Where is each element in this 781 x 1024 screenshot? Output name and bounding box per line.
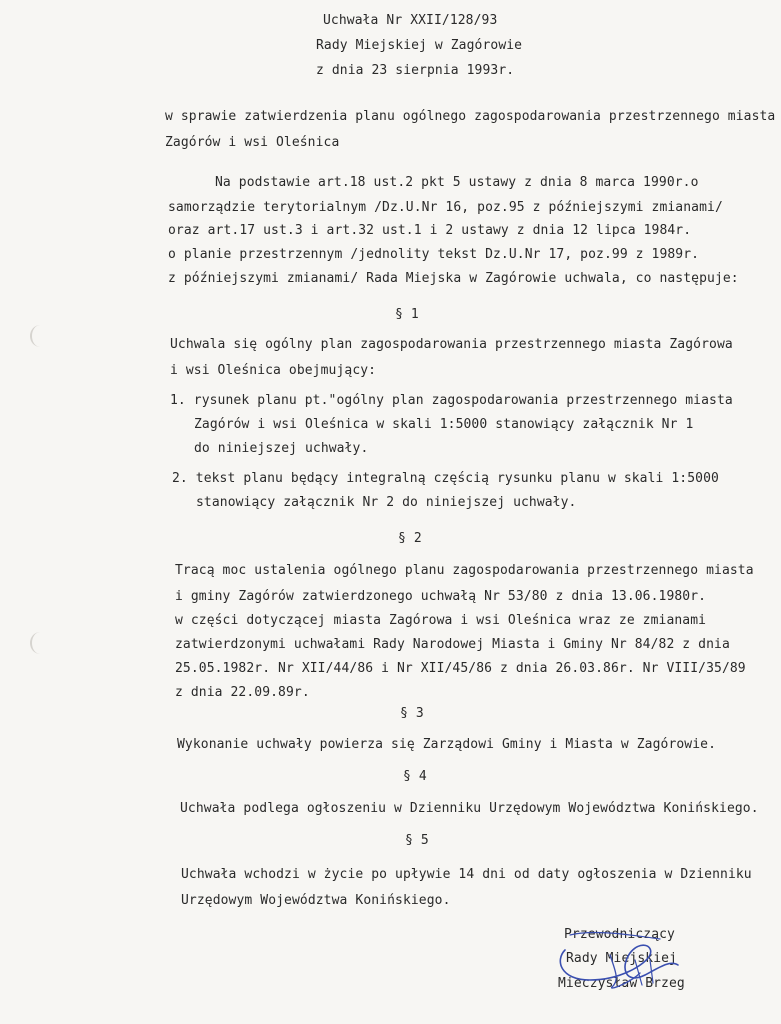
preamble-line: oraz art.17 ust.3 i art.32 ust.1 i 2 ustawy z dnia 12 lipca 1984r. bbox=[168, 223, 692, 238]
section-text: zatwierdzonymi uchwałami Rady Narodowej Miasta i Gminy Nr 84/82 z dnia bbox=[175, 637, 730, 652]
list-item-continuation: do niniejszej uchwały. bbox=[194, 441, 369, 456]
handwritten-signature bbox=[550, 925, 690, 995]
resolution-issuer: Rady Miejskiej w Zagórowie bbox=[316, 38, 523, 53]
section-heading: § 5 bbox=[405, 833, 429, 848]
preamble-line: o planie przestrzennym /jednolity tekst Dz.U.Nr 17, poz.99 z 1989r. bbox=[168, 247, 700, 262]
subject-line: Zagórów i wsi Oleśnica bbox=[165, 135, 340, 150]
preamble-line: Na podstawie art.18 ust.2 pkt 5 ustawy z dnia 8 marca 1990r.o bbox=[215, 175, 699, 190]
section-text: Uchwała podlega ogłoszeniu w Dzienniku Urzędowym Województwa Konińskiego. bbox=[180, 801, 759, 816]
section-text: z dnia 22.09.89r. bbox=[175, 685, 310, 700]
section-text: Tracą moc ustalenia ogólnego planu zagospodarowania przestrzennego miasta bbox=[175, 563, 754, 578]
resolution-date: z dnia 23 sierpnia 1993r. bbox=[316, 63, 515, 78]
section-text: 25.05.1982r. Nr XII/44/86 i Nr XII/45/86 z dnia 26.03.86r. Nr VIII/35/89 bbox=[175, 661, 746, 676]
resolution-title: Uchwała Nr XXII/128/93 bbox=[323, 13, 498, 28]
section-heading: § 2 bbox=[398, 531, 422, 546]
list-item: 2. tekst planu będący integralną częścią rysunku planu w skali 1:5000 bbox=[172, 471, 719, 486]
section-text: w części dotyczącej miasta Zagórowa i wsi Oleśnica wraz ze zmianami bbox=[175, 613, 707, 628]
section-text: Uchwała wchodzi w życie po upływie 14 dni od daty ogłoszenia w Dzienniku bbox=[181, 867, 752, 882]
punch-hole-mark bbox=[30, 325, 50, 347]
section-text: Urzędowym Województwa Konińskiego. bbox=[181, 893, 451, 908]
signature-body: Rady Miejskiej bbox=[566, 951, 677, 966]
list-item-continuation: Zagórów i wsi Oleśnica w skali 1:5000 stanowiący załącznik Nr 1 bbox=[194, 417, 694, 432]
subject-line: w sprawie zatwierdzenia planu ogólnego zagospodarowania przestrzennego miasta bbox=[165, 109, 776, 124]
section-text: Wykonanie uchwały powierza się Zarządowi Gminy i Miasta w Zagórowie. bbox=[177, 737, 717, 752]
section-text: Uchwala się ogólny plan zagospodarowania przestrzennego miasta Zagórowa bbox=[170, 337, 733, 352]
section-text: i gminy Zagórów zatwierdzonego uchwałą Nr 53/80 z dnia 13.06.1980r. bbox=[175, 589, 707, 604]
section-text: i wsi Oleśnica obejmujący: bbox=[170, 363, 377, 378]
signature-role: Przewodniczący bbox=[564, 927, 675, 942]
section-heading: § 3 bbox=[400, 706, 424, 721]
section-heading: § 1 bbox=[395, 307, 419, 322]
preamble-line: z późniejszymi zmianami/ Rada Miejska w Zagórowie uchwala, co następuje: bbox=[168, 271, 739, 286]
signature-name: Mieczysław Brzeg bbox=[558, 976, 685, 991]
section-heading: § 4 bbox=[403, 769, 427, 784]
preamble-line: samorządzie terytorialnym /Dz.U.Nr 16, poz.95 z późniejszymi zmianami/ bbox=[168, 200, 723, 215]
list-item-continuation: stanowiący załącznik Nr 2 do niniejszej uchwały. bbox=[196, 495, 577, 510]
list-item: 1. rysunek planu pt."ogólny plan zagospodarowania przestrzennego miasta bbox=[170, 393, 733, 408]
punch-hole-mark bbox=[30, 632, 50, 654]
